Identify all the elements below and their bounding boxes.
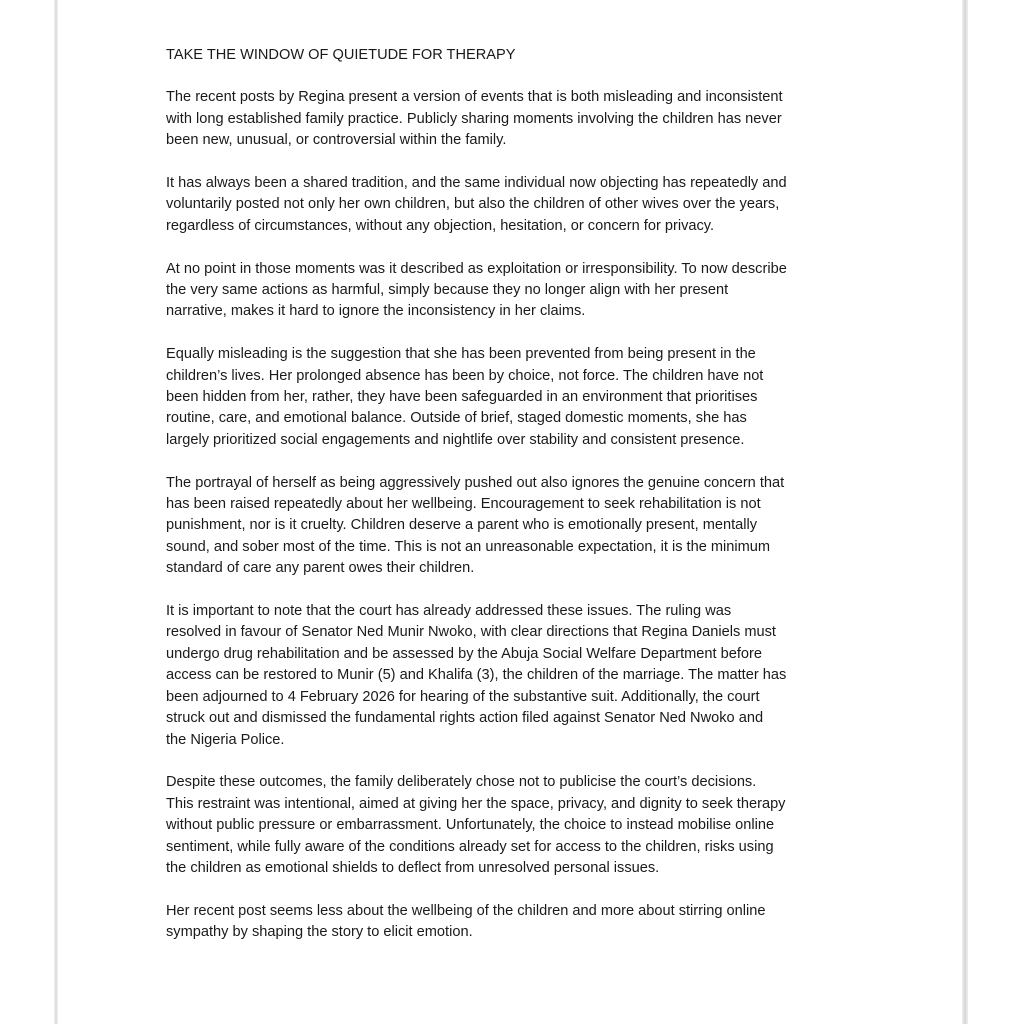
text-line: been adjourned to 4 February 2026 for hearing of the substantive suit. Additionally, the court [166, 688, 760, 705]
text-line: sound, and sober most of the time. This is not an unreasonable expectation, it is the minimum [166, 538, 771, 555]
text-line: regardless of circumstances, without any objection, hesitation, or concern for privacy. [166, 217, 715, 234]
text-line: The recent posts by Regina present a version of events that is both misleading and inconsistent [166, 89, 783, 106]
text-line: without public pressure or embarrassment. Unfortunately, the choice to instead mobilise online [166, 817, 775, 834]
text-line: It has always been a shared tradition, and the same individual now objecting has repeatedly and [166, 175, 787, 192]
text-line: punishment, nor is it cruelty. Children deserve a parent who is emotionally present, mentally [166, 517, 758, 534]
text-line: Her recent post seems less about the wellbeing of the children and more about stirring online [166, 902, 766, 919]
text-line: the Nigeria Police. [166, 731, 285, 748]
text-line: At no point in those moments was it described as exploitation or irresponsibility. To now describe [166, 260, 787, 277]
text-line: struck out and dismissed the fundamental rights action filed against Senator Ned Nwoko and [166, 710, 764, 727]
paragraph-6 [166, 601, 866, 751]
paragraph-3 [166, 259, 866, 323]
text-line: access can be restored to Munir (5) and Khalifa (3), the children of the marriage. The matter has [166, 667, 787, 684]
document-title: TAKE THE WINDOW OF QUIETUDE FOR THERAPY [166, 47, 516, 63]
paragraph-1 [166, 87, 866, 151]
text-line: sentiment, while fully aware of the conditions already set for access to the children, risks using [166, 838, 774, 855]
paragraph-2 [166, 173, 866, 237]
text-line: resolved in favour of Senator Ned Munir Nwoko, with clear directions that Regina Daniels must [166, 624, 776, 641]
paragraph-4 [166, 344, 866, 451]
page-right-edge [962, 0, 968, 1024]
text-line: largely prioritized social engagements and nightlife over stability and consistent presence. [166, 431, 745, 448]
text-line: been new, unusual, or controversial within the family. [166, 132, 507, 149]
text-line: the children as emotional shields to deflect from unresolved personal issues. [166, 859, 660, 876]
text-line: The portrayal of herself as being aggressively pushed out also ignores the genuine concern that [166, 474, 785, 491]
text-line: Despite these outcomes, the family deliberately chose not to publicise the court’s decisions. [166, 774, 757, 791]
text-line: children’s lives. Her prolonged absence has been by choice, not force. The children have not [166, 367, 764, 384]
paragraph-7 [166, 772, 866, 879]
text-line: voluntarily posted not only her own children, but also the children of other wives over the years, [166, 196, 780, 213]
text-line: undergo drug rehabilitation and be assessed by the Abuja Social Welfare Department before [166, 645, 763, 662]
paragraph-5 [166, 473, 866, 580]
text-line: Equally misleading is the suggestion that she has been prevented from being present in the [166, 346, 756, 363]
text-line: the very same actions as harmful, simply because they no longer align with her present [166, 282, 729, 299]
text-line: It is important to note that the court has already addressed these issues. The ruling was [166, 603, 732, 620]
text-line: has been raised repeatedly about her wellbeing. Encouragement to seek rehabilitation is not [166, 496, 761, 513]
text-line: been hidden from her, rather, they have been safeguarded in an environment that prioritises [166, 389, 758, 406]
document-body [166, 45, 866, 965]
text-line: routine, care, and emotional balance. Outside of brief, staged domestic moments, she has [166, 410, 747, 427]
text-line: narrative, makes it hard to ignore the inconsistency in her claims. [166, 303, 586, 320]
text-line: standard of care any parent owes their children. [166, 560, 475, 577]
text-line: with long established family practice. Publicly sharing moments involving the children has never [166, 110, 782, 127]
paragraph-8 [166, 901, 866, 944]
text-line: This restraint was intentional, aimed at giving her the space, privacy, and dignity to seek therapy [166, 795, 786, 812]
document-page [58, 0, 962, 1024]
text-line: sympathy by shaping the story to elicit emotion. [166, 924, 473, 941]
